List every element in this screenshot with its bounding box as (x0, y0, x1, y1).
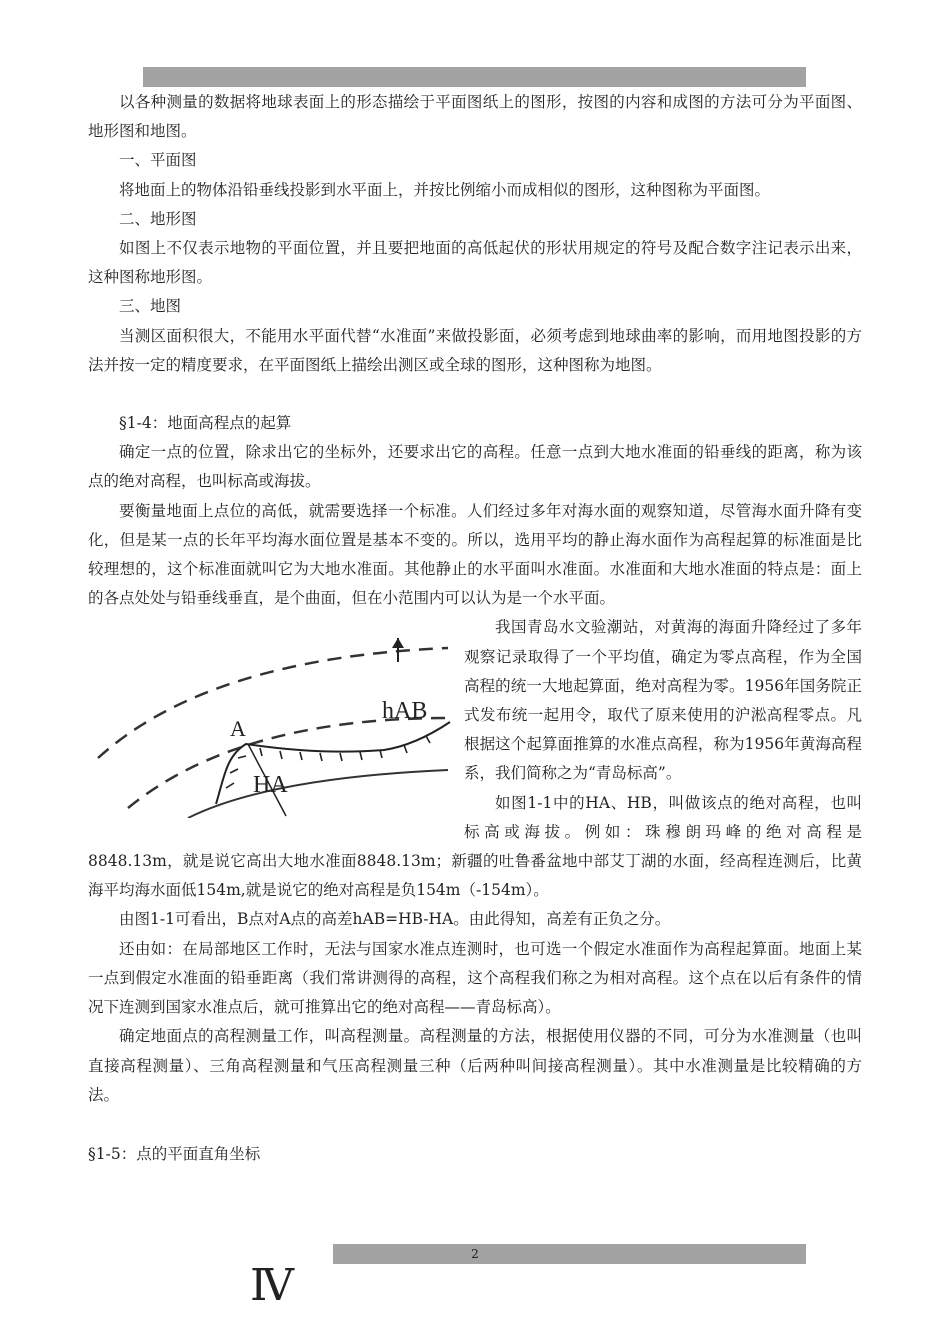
paragraph: 我国青岛水文验潮站，对黄海的海面升降经过了多年观察记录取得了一个平均值，确定为零点高程，作为全国高程的统一大地起算面，绝对高程为零。1956年国务院正式发布统一起用令，取代了原来使用的沪淞高程零点。凡根据这个起算面推算的水准点高程，称为1956年黄海高程系，我们简称之为“青岛标高”。 (464, 618, 862, 783)
paragraph: 还由如：在局部地区工作时，无法与国家水准点连测时，也可选一个假定水准面作为高程起算面。地面上某一点到假定水准面的铅垂距离（我们常讲测得的高程，这个高程我们称之为相对高程。这个点在以后有条件的情况下连测到国家水准点后，就可推算出它的绝对高程——青岛标高）。 (88, 939, 862, 1017)
paragraph: 由图1-1可看出，B点对A点的高差hAB=HB-HA。由此得知，高差有正负之分。 (119, 910, 671, 929)
section-heading: 三、地图 (119, 297, 182, 316)
figure-1-1-elevation-diagram (88, 618, 460, 818)
header-bar (143, 67, 806, 87)
label-a: A (230, 716, 246, 742)
page-number: 2 (471, 1247, 479, 1261)
paragraph: 将地面上的物体沿铅垂线投影到水平面上，并按比例缩小而成相似的图形，这种图称为平面图。 (119, 180, 771, 199)
chapter-heading: §1-5：点的平面直角坐标 (88, 1144, 261, 1163)
paragraph: 当测区面积很大，不能用水平面代替“水准面”来做投影面，必须考虑到地球曲率的影响，而用地图投影的方法并按一定的精度要求，在平面图纸上描绘出测区或全球的图形，这种图称为地图。 (88, 326, 862, 374)
paragraph: 确定一点的位置，除求出它的坐标外，还要求出它的高程。任意一点到大地水准面的铅垂线的距离，称为该点的绝对高程，也叫标高或海拔。 (88, 443, 862, 491)
roman-numeral: Ⅳ (250, 1261, 292, 1310)
chapter-heading: §1-4：地面高程点的起算 (119, 414, 292, 433)
section-heading: 二、地形图 (119, 209, 197, 228)
paragraph: 如图1-1中的HA、HB，叫做该点的绝对高程，也叫标高或海拔。例如：珠穆朗玛峰的绝对高程是8848.13m，就是说它高出大地水准面8848.13m；新疆的吐鲁番盆地中部艾丁湖的水面，经高程连测后，比黄海平均海水面低154m,就是说它的绝对高程是负154m（-154m）。 (88, 793, 862, 900)
paragraph: 以各种测量的数据将地球表面上的形态描绘于平面图纸上的图形，按图的内容和成图的方法可分为平面图、地形图和地图。 (88, 93, 862, 141)
paragraph: 要衡量地面上点位的高低，就需要选择一个标准。人们经过多年对海水面的观察知道，尽管海水面升降有变化，但是某一点的长年平均海水面位置是基本不变的。所以，选用平均的静止海水面作为高程起算的标准面是比较理想的，这个标准面就叫它为大地水准面。其他静止的水平面叫水准面。水准面和大地水准面的特点是：面上的各点处处与铅垂线垂直，是个曲面，但在小范围内可以认为是一个水平面。 (88, 501, 862, 608)
paragraph: 如图上不仅表示地物的平面位置，并且要把地面的高低起伏的形状用规定的符号及配合数字注记表示出来，这种图称地形图。 (88, 239, 862, 287)
section-heading: 一、平面图 (119, 151, 197, 170)
paragraph: 确定地面点的高程测量工作，叫高程测量。高程测量的方法，根据使用仪器的不同，可分为水准测量（也叫直接高程测量）、三角高程测量和气压高程测量三种（后两种叫间接高程测量）。其中水准测量是比较精确的方法。 (88, 1027, 862, 1104)
label-ha: HA (253, 772, 288, 799)
label-hab: hAB (382, 698, 428, 725)
text-block-intro (88, 88, 862, 1169)
